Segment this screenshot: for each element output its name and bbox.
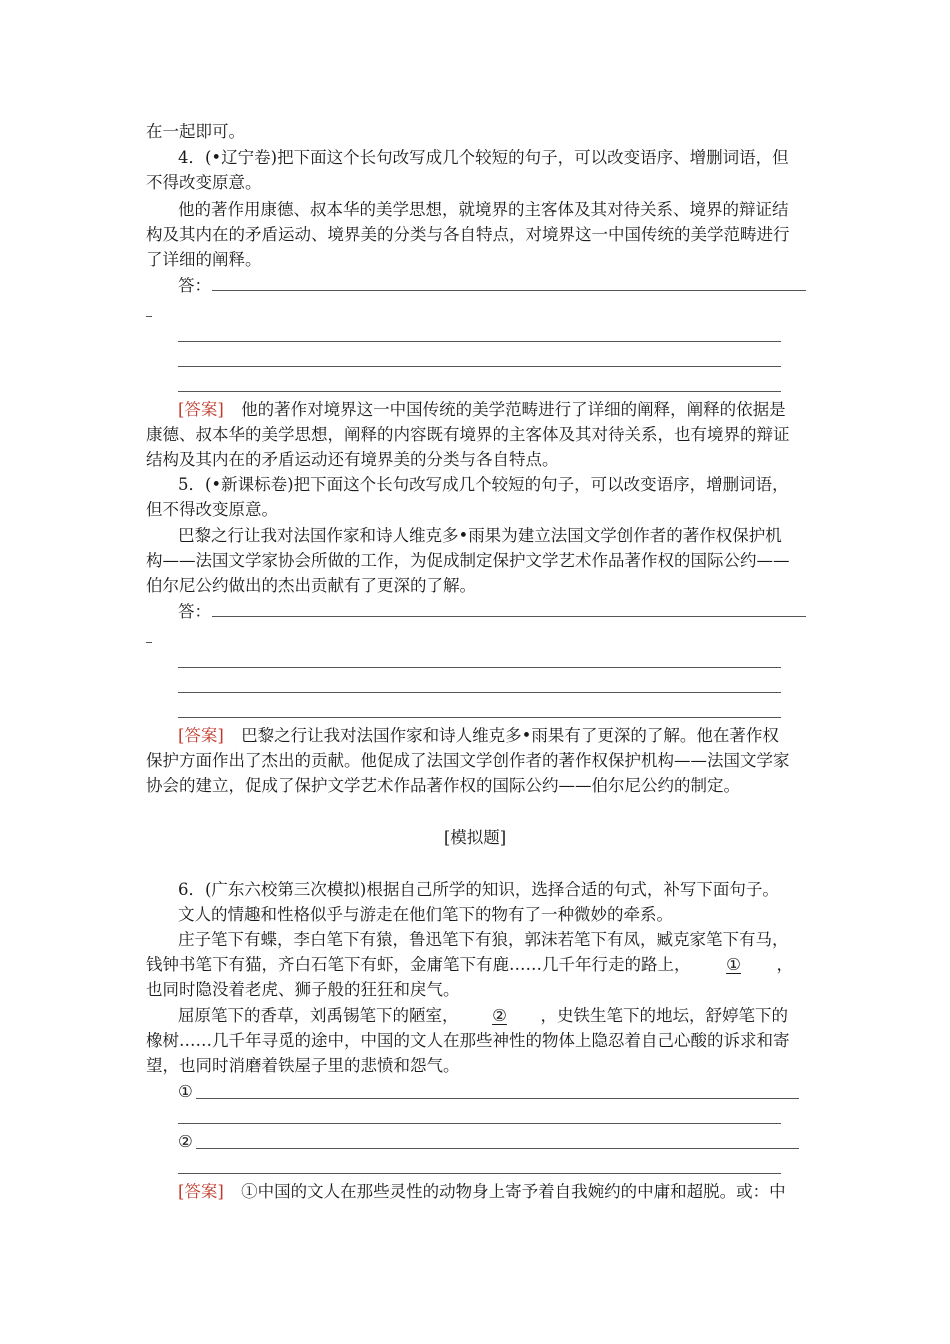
question-4-stem-cont: 不得改变原意。: [146, 173, 262, 192]
text-line: 在一起即可。: [146, 122, 245, 141]
question-5-stem: 5．(•新课标卷)把下面这个长句改写成几个较短的句子，可以改变语序，增删词语，: [178, 475, 789, 494]
question-4-stem: 4．(•辽宁卷)把下面这个长句改写成几个较短的句子，可以改变语序、增删词语，但: [178, 148, 789, 167]
question-6-passage: 橡树……几千年寻觅的途中，中国的文人在那些神性的物体上隐忍着自己心酸的诉求和寄: [146, 1031, 790, 1050]
answer-text: 康德、叔本华的美学思想，阐释的内容既有境界的主客体及其对待关系，也有境界的辩证: [146, 425, 790, 444]
question-6-stem: 6．(广东六校第三次模拟)根据自己所学的知识，选择合适的句式，补写下面句子。: [178, 880, 779, 899]
question-6-passage-line: [146, 953, 793, 977]
answer-6: [178, 1180, 786, 1204]
passage-text: 屈原笔下的香草，刘禹锡笔下的陋室，: [178, 1006, 459, 1025]
answer-slot-label: ②: [178, 1132, 193, 1151]
passage-text: ，史铁生笔下的地坛，舒婷笔下的: [540, 1006, 788, 1025]
answer-tag: [答案]: [178, 400, 224, 419]
answer-line[interactable]: [196, 1148, 799, 1149]
question-4-passage: 构及其内在的矛盾运动、境界美的分类与各自特点，对境界这一中国传统的美学范畴进行: [146, 225, 790, 244]
answer-slot-label: ①: [178, 1082, 193, 1101]
passage-text: ，: [776, 955, 793, 974]
question-5-passage: 伯尔尼公约做出的杰出贡献有了更深的了解。: [146, 576, 476, 595]
answer-line: [178, 391, 781, 392]
answer-line-dash: [146, 316, 152, 317]
answer-line: [212, 290, 806, 291]
answer-5: [178, 724, 779, 748]
answer-4: [178, 398, 786, 422]
answer-line[interactable]: [196, 1098, 799, 1099]
section-title: [模拟题]: [443, 828, 507, 847]
question-5-passage: 构——法国文学家协会所做的工作，为促成制定保护文学艺术作品著作权的国际公约——: [146, 551, 790, 570]
answer-text: 保护方面作出了杰出的贡献。他促成了法国文学创作者的著作权保护机构——法国文学家: [146, 751, 790, 770]
answer-tag: [答案]: [178, 1182, 224, 1201]
answer-line: [178, 341, 781, 342]
answer-line: [178, 667, 781, 668]
answer-line: [178, 366, 781, 367]
answer-label: 答：: [178, 602, 211, 621]
answer-tag: [答案]: [178, 726, 224, 745]
answer-line: [212, 616, 806, 617]
question-6-passage: 庄子笔下有蝶，李白笔下有猿，鲁迅笔下有狼，郭沫若笔下有凤，臧克家笔下有马，: [178, 930, 789, 949]
answer-text: 巴黎之行让我对法国作家和诗人维克多•雨果有了更深的了解。他在著作权: [241, 726, 779, 745]
answer-text: ①中国的文人在那些灵性的动物身上寄予着自我婉约的中庸和超脱。或：中: [241, 1182, 786, 1201]
answer-line-dash: [146, 642, 152, 643]
question-6-passage-line: [178, 1004, 788, 1028]
answer-text: 他的著作对境界这一中国传统的美学范畴进行了详细的阐释，阐释的依据是: [241, 400, 786, 419]
fill-blank-1[interactable]: [691, 953, 777, 977]
blank-number: ②: [492, 1006, 507, 1025]
answer-label: 答：: [178, 276, 211, 295]
blank-number: ①: [726, 955, 741, 974]
answer-text: 结构及其内在的矛盾运动还有境界美的分类与各自特点。: [146, 450, 559, 469]
question-5-passage: 巴黎之行让我对法国作家和诗人维克多•雨果为建立法国文学创作者的著作权保护机: [178, 526, 782, 545]
passage-text: 钱钟书笔下有猫，齐白石笔下有虾，金庸笔下有鹿……几千年行走的路上，: [146, 955, 691, 974]
fill-blank-2[interactable]: [459, 1004, 541, 1028]
question-6-passage: 文人的情趣和性格似乎与游走在他们笔下的物有了一种微妙的牵系。: [178, 905, 673, 924]
question-4-passage: 他的著作用康德、叔本华的美学思想，就境界的主客体及其对待关系、境界的辩证结: [178, 200, 789, 219]
answer-line[interactable]: [178, 1123, 781, 1124]
answer-text: 协会的建立，促成了保护文学艺术作品著作权的国际公约——伯尔尼公约的制定。: [146, 776, 740, 795]
answer-line[interactable]: [178, 1173, 781, 1174]
answer-line: [178, 717, 781, 718]
question-6-passage: 也同时隐没着老虎、狮子般的狂狂和戾气。: [146, 980, 460, 999]
answer-line: [178, 692, 781, 693]
question-5-stem-cont: 但不得改变原意。: [146, 500, 278, 519]
question-4-passage: 了详细的阐释。: [146, 250, 262, 269]
question-6-passage: 望，也同时消磨着铁屋子里的悲愤和怨气。: [146, 1056, 460, 1075]
